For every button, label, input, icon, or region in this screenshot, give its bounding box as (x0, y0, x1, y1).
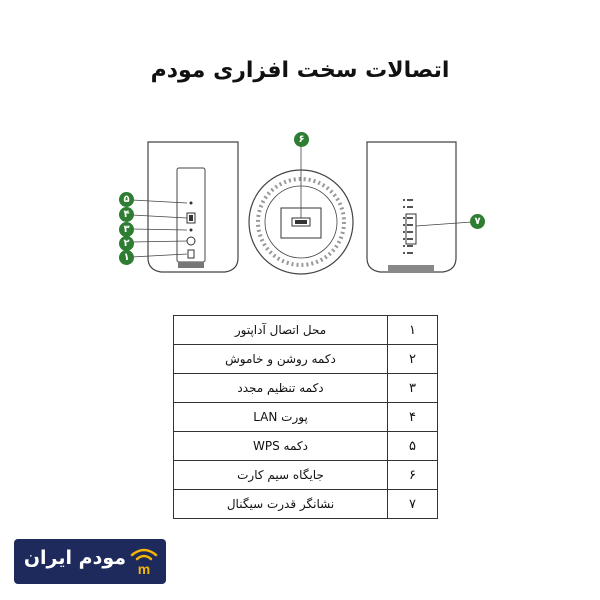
table-row (174, 461, 438, 490)
callout-2: ۲ (119, 236, 134, 251)
callout-7: ۷ (470, 214, 485, 229)
row-number: ۳ (388, 374, 438, 403)
table-row (174, 403, 438, 432)
row-label: دکمه تنظیم مجدد (174, 374, 388, 403)
row-label: نشانگر قدرت سیگنال (174, 490, 388, 519)
modem-side-view (367, 142, 472, 272)
row-number: ۵ (388, 432, 438, 461)
table-row (174, 374, 438, 403)
row-number: ۷ (388, 490, 438, 519)
row-label: پورت LAN (174, 403, 388, 432)
callout-5: ۵ (119, 192, 134, 207)
row-number: ۲ (388, 345, 438, 374)
wifi-m-icon (128, 545, 160, 577)
callout-6: ۶ (294, 132, 309, 147)
table-row (174, 490, 438, 519)
row-number: ۱ (388, 316, 438, 345)
brand-logo (14, 539, 166, 584)
row-number: ۶ (388, 461, 438, 490)
row-label: محل اتصال آداپتور (174, 316, 388, 345)
row-label: دکمه روشن و خاموش (174, 345, 388, 374)
callout-3: ۳ (119, 222, 134, 237)
page-title: اتصالات سخت افزاری مودم (150, 58, 450, 83)
table-row (174, 345, 438, 374)
row-number: ۴ (388, 403, 438, 432)
row-label: جایگاه سیم کارت (174, 461, 388, 490)
modem-bottom-view (249, 146, 353, 274)
row-label: دکمه WPS (174, 432, 388, 461)
logo-text: مودم ایران (23, 547, 126, 569)
callout-4: ۴ (119, 207, 134, 222)
hardware-connections-table (173, 315, 438, 519)
table-row (174, 432, 438, 461)
callout-1: ۱ (119, 250, 134, 265)
table-row (174, 316, 438, 345)
modem-back-view (132, 142, 238, 272)
svg-text:m: m (137, 561, 151, 577)
